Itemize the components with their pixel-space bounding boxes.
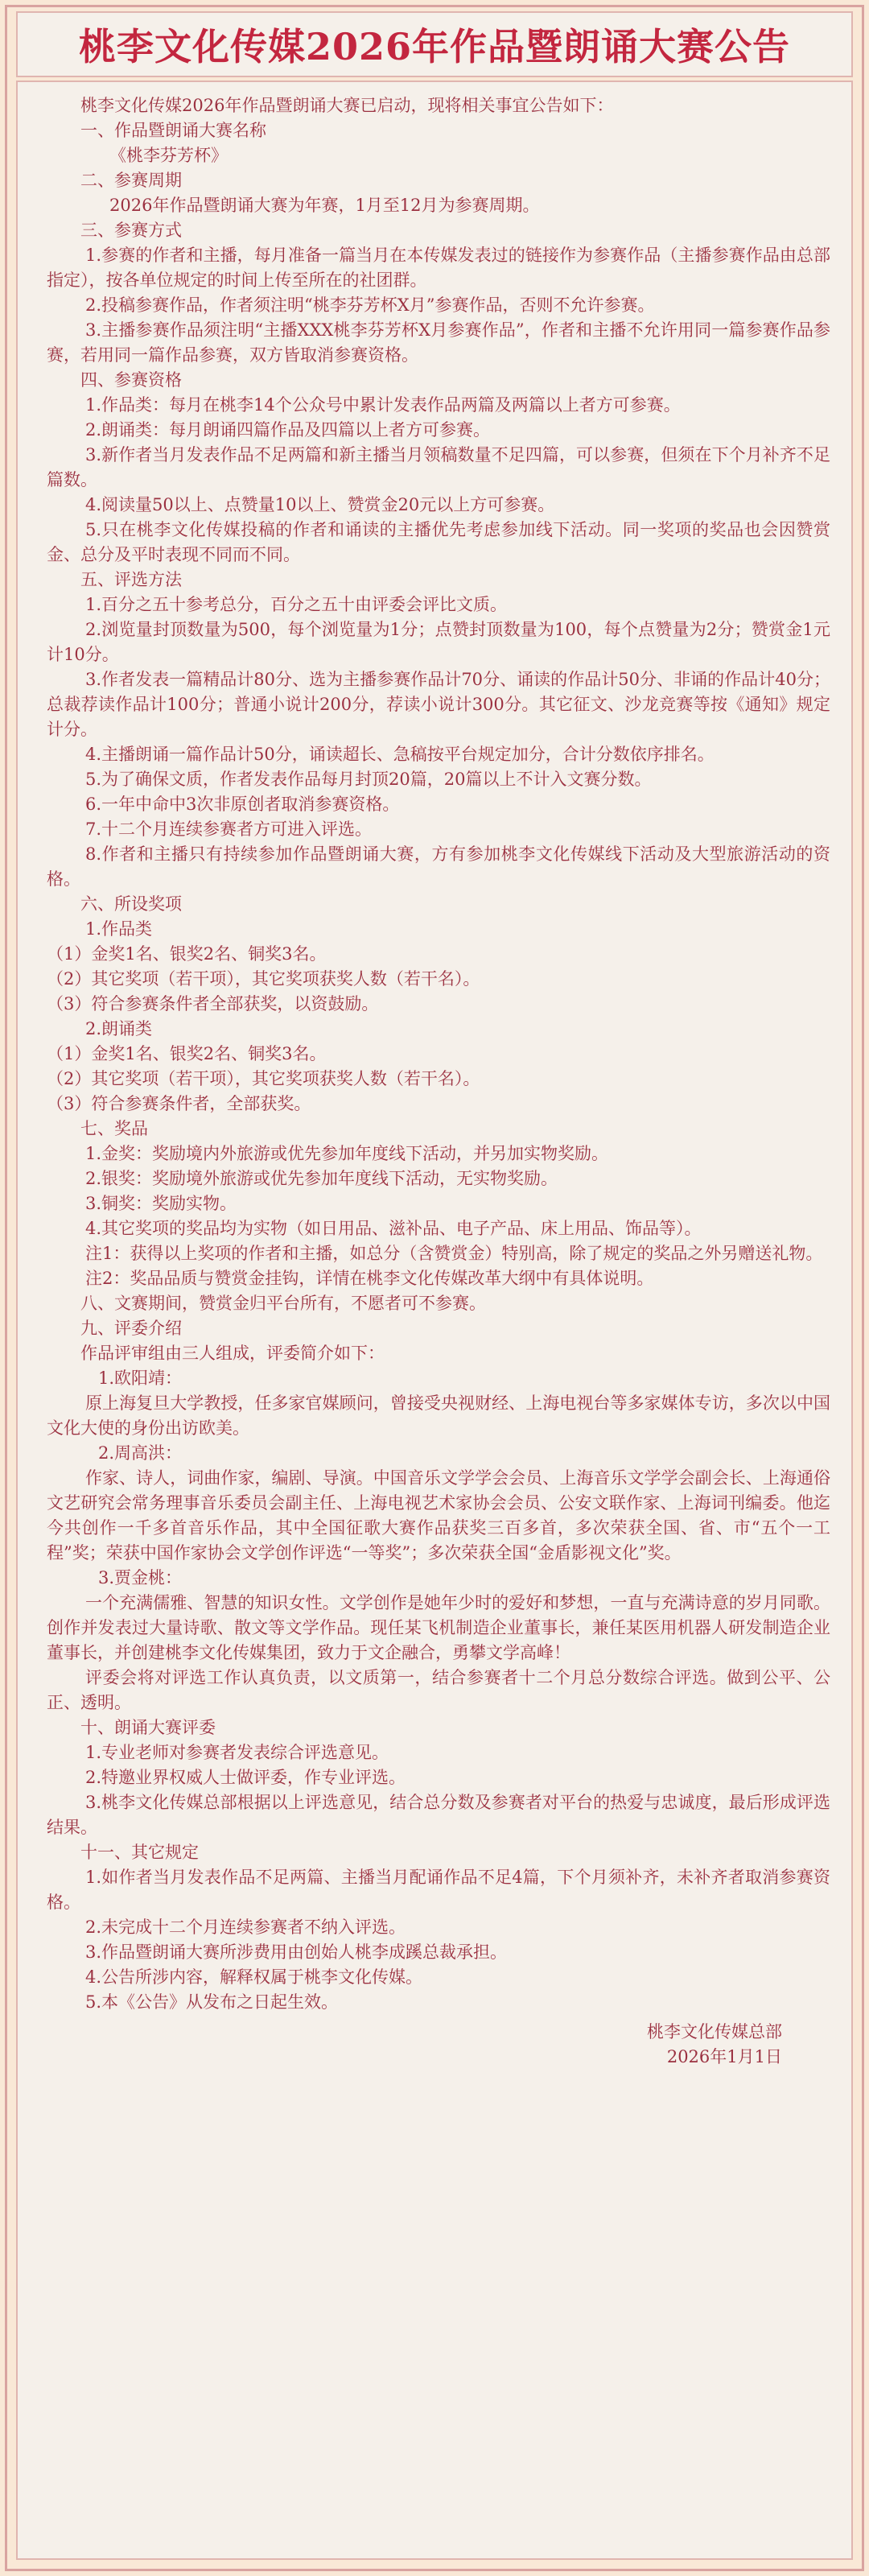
paragraph: 2.特邀业界权威人士做评委，作专业评选。 bbox=[85, 1768, 406, 1787]
paragraph: 8.作者和主播只有持续参加作品暨朗诵大赛，方有参加桃李文化传媒线下活动及大型旅游活动的资格。 bbox=[47, 844, 830, 889]
judge-name: 1.欧阳靖： bbox=[98, 1368, 183, 1388]
announcement-body bbox=[16, 80, 853, 2560]
paragraph: 3.作品暨朗诵大赛所涉费用由创始人桃李成蹊总裁承担。 bbox=[85, 1942, 508, 1962]
list-item: （3）符合参赛条件者，全部获奖。 bbox=[47, 1094, 311, 1113]
note: 注2：奖品品质与赞赏金挂钩，详情在桃李文化传媒改革大纲中有具体说明。 bbox=[85, 1269, 654, 1288]
paragraph: 5.为了确保文质，作者发表作品每月封顶20篇，20篇以上不计入文赛分数。 bbox=[85, 770, 652, 789]
page-title: 桃李文化传媒2026年作品暨朗诵大赛公告 bbox=[78, 25, 791, 68]
title-banner bbox=[16, 11, 853, 77]
list-item: （1）金奖1名、银奖2名、铜奖3名。 bbox=[47, 944, 327, 964]
judge-bio: 原上海复旦大学教授，任多家官媒顾问，曾接受央视财经、上海电视台等多家媒体专访，多次以中国文化大使的身份出访欧美。 bbox=[47, 1393, 830, 1438]
paragraph: 2.未完成十二个月连续参赛者不纳入评选。 bbox=[85, 1918, 406, 1937]
section-heading: 七、奖品 bbox=[80, 1119, 148, 1138]
signature-org: 桃李文化传媒总部 bbox=[647, 2022, 782, 2041]
paragraph: 《桃李芬芳杯》 bbox=[109, 146, 228, 165]
section-heading: 一、作品暨朗诵大赛名称 bbox=[80, 121, 266, 140]
section-heading: 十一、其它规定 bbox=[80, 1843, 199, 1862]
paragraph: 5.本《公告》从发布之日起生效。 bbox=[85, 1992, 339, 2012]
paragraph: 2.投稿参赛作品，作者须注明“桃李芬芳杯X月”参赛作品，否则不允许参赛。 bbox=[85, 295, 655, 315]
signature-date: 2026年1月1日 bbox=[666, 2047, 782, 2066]
paragraph: 2.朗诵类：每月朗诵四篇作品及四篇以上者方可参赛。 bbox=[85, 420, 491, 440]
paragraph: 2.银奖：奖励境外旅游或优先参加年度线下活动，无实物奖励。 bbox=[85, 1169, 558, 1188]
list-item: （3）符合参赛条件者全部获奖，以资鼓励。 bbox=[47, 994, 379, 1013]
paragraph: 6.一年中命中3次非原创者取消参赛资格。 bbox=[85, 795, 400, 814]
note: 注1：获得以上奖项的作者和主播，如总分（含赞赏金）特别高，除了规定的奖品之外另赠送礼物。 bbox=[85, 1244, 823, 1263]
paragraph: 7.十二个月连续参赛者方可进入评选。 bbox=[85, 819, 373, 839]
subheading: 1.作品类 bbox=[85, 919, 153, 939]
section-heading: 十、朗诵大赛评委 bbox=[80, 1718, 216, 1737]
paragraph: 3.铜奖：奖励实物。 bbox=[85, 1194, 237, 1213]
paragraph: 1.百分之五十参考总分，百分之五十由评委会评比文质。 bbox=[85, 595, 508, 614]
paragraph: 1.如作者当月发表作品不足两篇、主播当月配诵作品不足4篇，下个月须补齐，未补齐者取消参赛资格。 bbox=[47, 1868, 830, 1912]
judge-name: 3.贾金桃： bbox=[98, 1568, 183, 1587]
list-item: （1）金奖1名、银奖2名、铜奖3名。 bbox=[47, 1044, 327, 1063]
section-heading: 五、评选方法 bbox=[80, 570, 182, 589]
section-heading: 四、参赛资格 bbox=[80, 370, 182, 390]
paragraph: 2026年作品暨朗诵大赛为年赛，1月至12月为参赛周期。 bbox=[109, 196, 540, 215]
list-item: （2）其它奖项（若干项），其它奖项获奖人数（若干名）。 bbox=[47, 969, 480, 989]
paragraph: 3.主播参赛作品须注明“主播XXX桃李芬芳杯X月参赛作品”，作者和主播不允许用同一篇参赛作品参赛，若用同一篇作品参赛，双方皆取消参赛资格。 bbox=[47, 320, 830, 365]
paragraph: 评委会将对评选工作认真负责，以文质第一，结合参赛者十二个月总分数综合评选。做到公平、公正、透明。 bbox=[47, 1668, 830, 1712]
section-heading: 六、所设奖项 bbox=[80, 894, 182, 914]
paragraph: 1.参赛的作者和主播，每月准备一篇当月在本传媒发表过的链接作为参赛作品（主播参赛作品由总部指定），按各单位规定的时间上传至所在的社团群。 bbox=[47, 246, 830, 290]
paragraph: 4.阅读量50以上、点赞量10以上、赞赏金20元以上方可参赛。 bbox=[85, 495, 555, 514]
paragraph: 3.桃李文化传媒总部根据以上评选意见，结合总分数及参赛者对平台的热爱与忠诚度，最后形成评选结果。 bbox=[47, 1793, 830, 1837]
paragraph: 1.作品类：每月在桃李14个公众号中累计发表作品两篇及两篇以上者方可参赛。 bbox=[85, 395, 681, 415]
intro-paragraph: 桃李文化传媒2026年作品暨朗诵大赛已启动，现将相关事宜公告如下： bbox=[80, 96, 614, 115]
judge-name: 2.周高洪： bbox=[98, 1443, 183, 1463]
paragraph: 2.浏览量封顶数量为500，每个浏览量为1分；点赞封顶数量为100，每个点赞量为2分；赞赏金1元计10分。 bbox=[47, 620, 830, 664]
paragraph: 4.公告所涉内容，解释权属于桃李文化传媒。 bbox=[85, 1967, 423, 1987]
paragraph: 5.只在桃李文化传媒投稿的作者和诵读的主播优先考虑参加线下活动。同一奖项的奖品也会因赞赏金、总分及平时表现不同而不同。 bbox=[47, 520, 830, 564]
paragraph: 3.新作者当月发表作品不足两篇和新主播当月领稿数量不足四篇，可以参赛，但须在下个月补齐不足篇数。 bbox=[47, 445, 830, 489]
paragraph: 4.其它奖项的奖品均为实物（如日用品、滋补品、电子产品、床上用品、饰品等）。 bbox=[85, 1219, 702, 1238]
subheading: 2.朗诵类 bbox=[85, 1019, 153, 1038]
paragraph: 1.金奖：奖励境内外旅游或优先参加年度线下活动，并另加实物奖励。 bbox=[85, 1144, 609, 1163]
paragraph: 作品评审组由三人组成，评委简介如下： bbox=[80, 1344, 385, 1363]
section-heading: 九、评委介绍 bbox=[80, 1319, 182, 1338]
judge-bio: 一个充满儒雅、智慧的知识女性。文学创作是她年少时的爱好和梦想，一直与充满诗意的岁月同歌。创作并发表过大量诗歌、散文等文学作品。现任某飞机制造企业董事长，兼任某医用机器人研发制造企业董事长，并创建桃李文化传媒集团，致力于文企融合，勇攀文学高峰！ bbox=[47, 1593, 830, 1662]
judge-bio: 作家、诗人，词曲作家，编剧、导演。中国音乐文学学会会员、上海音乐文学学会副会长、上海通俗文艺研究会常务理事音乐委员会副主任、上海电视艺术家协会会员、公安文联作家、上海词刊编委。他迄今共创作一千多首音乐作品，其中全国征歌大赛作品获奖三百多首，多次荣获全国、省、市“五个一工程”奖；荣获中国作家协会文学创作评选“一等奖”；多次荣获全国“金盾影视文化”奖。 bbox=[47, 1468, 830, 1563]
paragraph: 1.专业老师对参赛者发表综合评选意见。 bbox=[85, 1743, 389, 1762]
section-heading: 二、参赛周期 bbox=[80, 171, 182, 190]
section-heading: 八、文赛期间，赞赏金归平台所有，不愿者可不参赛。 bbox=[80, 1294, 486, 1313]
list-item: （2）其它奖项（若干项），其它奖项获奖人数（若干名）。 bbox=[47, 1069, 480, 1088]
section-heading: 三、参赛方式 bbox=[80, 221, 182, 240]
paragraph: 3.作者发表一篇精品计80分、选为主播参赛作品计70分、诵读的作品计50分、非诵的作品计40分；总裁荐读作品计100分；普通小说计200分，荐读小说计300分。其它征文、沙龙竞赛等按《通知》规定计分。 bbox=[47, 670, 830, 739]
paragraph: 4.主播朗诵一篇作品计50分，诵读超长、急稿按平台规定加分，合计分数依序排名。 bbox=[85, 745, 715, 764]
